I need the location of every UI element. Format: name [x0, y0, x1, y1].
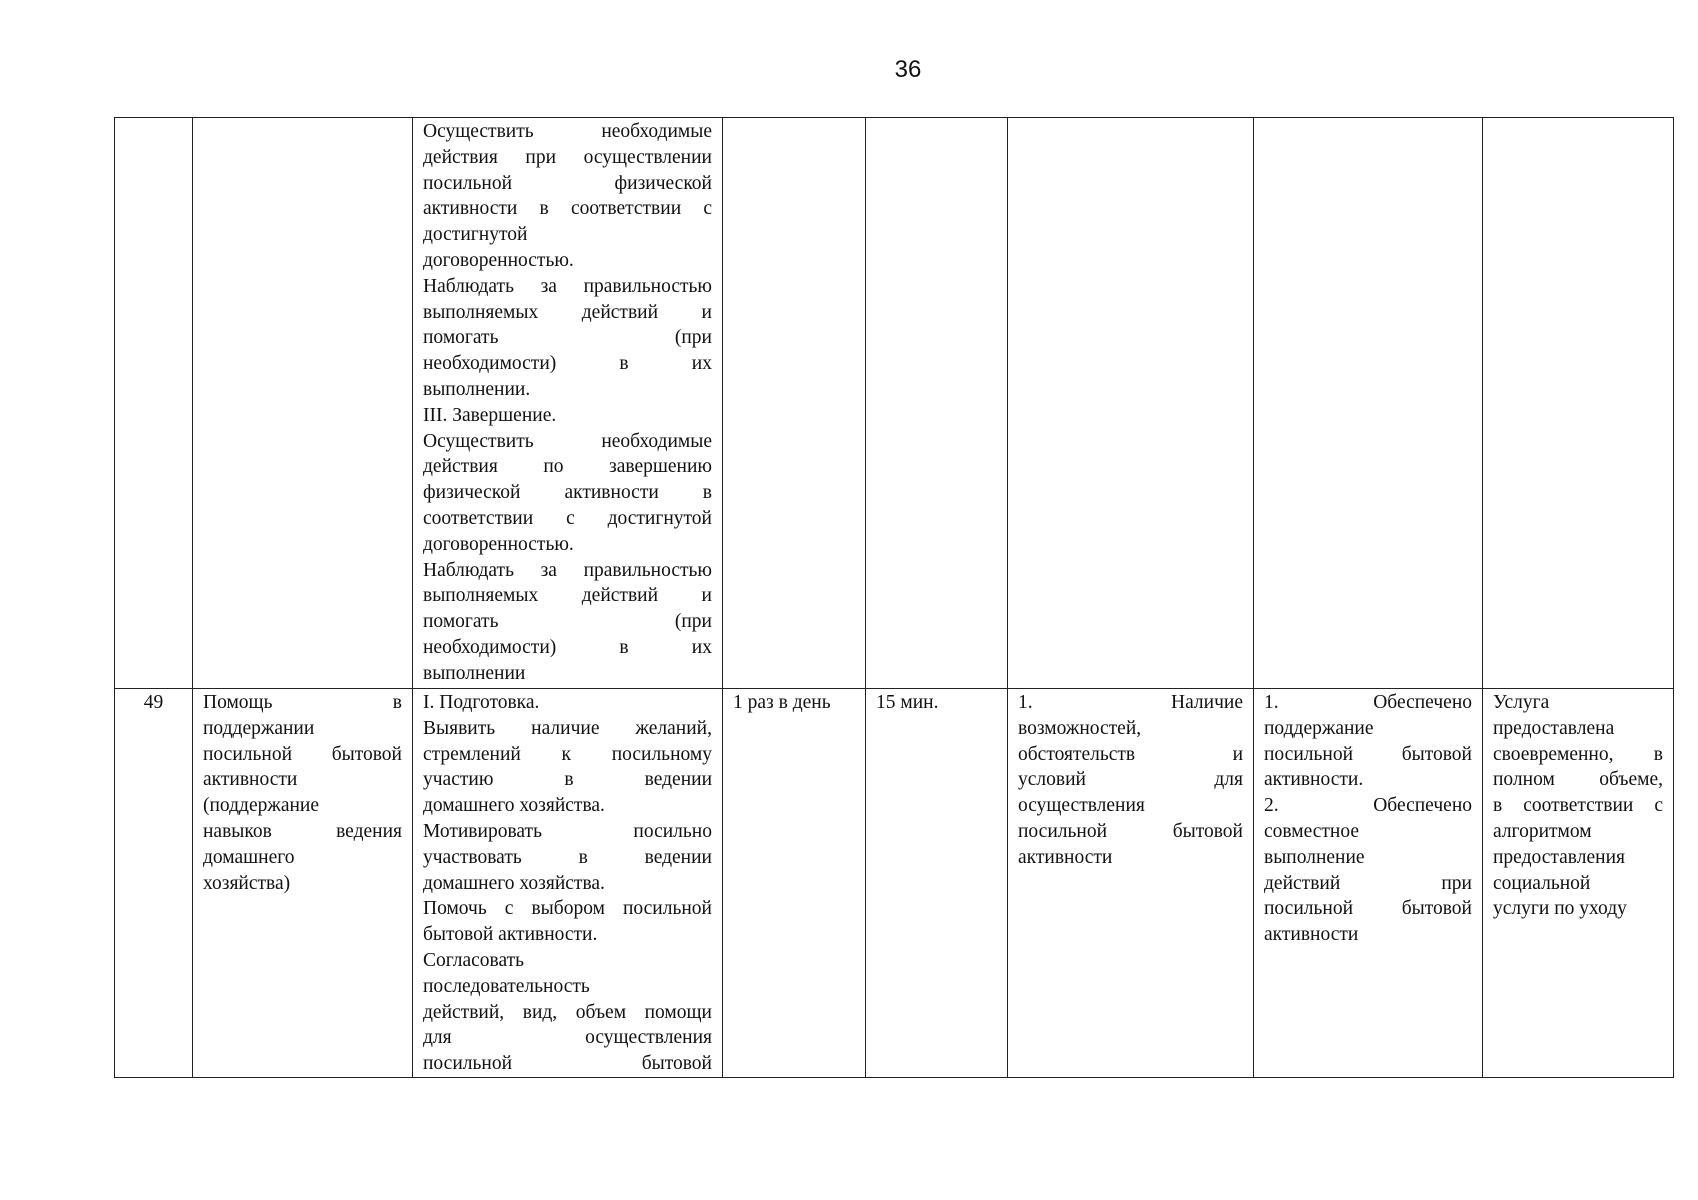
- procedure-line: III. Завершение.: [423, 404, 557, 426]
- conditions-line: осуществления: [1018, 795, 1145, 817]
- service-name-line: Помощь в: [203, 692, 402, 713]
- service-name-cell: [193, 118, 413, 689]
- procedure-line: действия по завершению: [423, 456, 712, 478]
- table-row: [115, 689, 1674, 1078]
- procedure-line: необходимости) в их: [423, 636, 712, 658]
- service-name-line: поддержании: [203, 717, 315, 739]
- page-number: 36: [894, 56, 922, 83]
- result-line: социальной: [1493, 872, 1591, 894]
- procedure-line: выполнении: [423, 662, 526, 684]
- procedure-line: активности в соответствии с: [423, 198, 712, 220]
- indicators-line: совместное: [1264, 820, 1360, 842]
- procedure-line: участию в ведении: [423, 769, 712, 791]
- result-cell: [1483, 689, 1674, 1078]
- procedure-line: достигнутой: [423, 224, 528, 246]
- indicators-line: выполнение: [1264, 846, 1365, 868]
- indicators-line: активности.: [1264, 769, 1364, 791]
- conditions-cell: [1008, 689, 1254, 1078]
- procedure-line: выполняемых действий и: [423, 585, 712, 607]
- service-name-line: хозяйства): [203, 872, 291, 894]
- procedure-line: Согласовать: [423, 949, 525, 971]
- procedure-line: Выявить наличие желаний,: [423, 717, 712, 739]
- result-line: предоставления: [1493, 846, 1625, 868]
- procedure-line: Наблюдать за правильностью: [423, 275, 712, 297]
- frequency-cell: 1 раз в день: [723, 689, 866, 1078]
- procedure-line: помогать (при: [423, 327, 712, 349]
- indicators-line: посильной бытовой: [1264, 743, 1472, 765]
- indicators-line: 2. Обеспечено: [1264, 795, 1472, 817]
- procedure-line: бытовой активности.: [423, 924, 598, 946]
- procedure-line: Осуществить необходимые: [423, 121, 712, 142]
- service-name-cell: [193, 689, 413, 1078]
- procedure-line: соответствии с достигнутой: [423, 507, 712, 529]
- result-line: услуги по уходу: [1493, 898, 1627, 920]
- conditions-line: возможностей,: [1018, 717, 1142, 739]
- result-line: своевременно, в: [1493, 743, 1663, 765]
- frequency-cell: [723, 118, 866, 689]
- result-line: Услуга: [1493, 692, 1550, 713]
- indicators-line: посильной бытовой: [1264, 898, 1472, 920]
- result-line: алгоритмом: [1493, 820, 1592, 842]
- procedure-line: участвовать в ведении: [423, 846, 712, 868]
- procedure-line: домашнего хозяйства.: [423, 795, 605, 817]
- service-name-line: домашнего: [203, 846, 295, 868]
- procedure-line: выполняемых действий и: [423, 301, 712, 323]
- procedure-line: необходимости) в их: [423, 353, 712, 375]
- conditions-line: посильной бытовой: [1018, 820, 1243, 842]
- conditions-cell: [1008, 118, 1254, 689]
- result-line: предоставлена: [1493, 717, 1615, 739]
- procedure-line: посильной физической: [423, 172, 712, 194]
- procedure-line: Мотивировать посильно: [423, 820, 712, 842]
- procedure-line: договоренностью.: [423, 249, 574, 271]
- conditions-line: активности: [1018, 846, 1113, 868]
- procedure-line: последовательность: [423, 975, 590, 997]
- indicators-cell: [1254, 689, 1483, 1078]
- procedure-line: действий, вид, объем помощи: [423, 1001, 712, 1023]
- table-row: [115, 118, 1674, 689]
- duration-cell: 15 мин.: [866, 689, 1008, 1078]
- procedure-line: для осуществления: [423, 1027, 712, 1049]
- procedure-line: физической активности в: [423, 482, 712, 504]
- service-name-line: (поддержание: [203, 795, 320, 817]
- duration-cell: [866, 118, 1008, 689]
- procedure-line: домашнего хозяйства.: [423, 872, 605, 894]
- procedure-line: Помочь с выбором посильной: [423, 898, 712, 920]
- indicators-line: поддержание: [1264, 717, 1374, 739]
- indicators-line: действий при: [1264, 872, 1472, 894]
- service-name-line: посильной бытовой: [203, 743, 402, 765]
- service-name-line: активности: [203, 769, 298, 791]
- procedure-cell: [413, 118, 723, 689]
- row-number-cell: [115, 118, 193, 689]
- procedure-line: договоренностью.: [423, 533, 574, 555]
- procedure-line: Осуществить необходимые: [423, 430, 712, 452]
- procedure-line: Наблюдать за правильностью: [423, 559, 712, 581]
- procedure-cell: [413, 689, 723, 1078]
- indicators-line: активности: [1264, 924, 1359, 946]
- result-line: полном объеме,: [1493, 769, 1663, 791]
- procedure-line: стремлений к посильному: [423, 743, 712, 765]
- conditions-line: обстоятельств и: [1018, 743, 1243, 765]
- procedure-line: посильной бытовой: [423, 1053, 712, 1075]
- procedure-line: помогать (при: [423, 611, 712, 633]
- procedure-line: выполнении.: [423, 378, 531, 400]
- result-cell: [1483, 118, 1674, 689]
- procedure-line: I. Подготовка.: [423, 692, 540, 713]
- indicators-line: 1. Обеспечено: [1264, 692, 1472, 713]
- conditions-line: условий для: [1018, 769, 1243, 791]
- row-number-cell: 49: [115, 689, 193, 1078]
- conditions-line: 1. Наличие: [1018, 692, 1243, 713]
- indicators-cell: [1254, 118, 1483, 689]
- service-table: [114, 117, 1674, 1078]
- service-name-line: навыков ведения: [203, 820, 402, 842]
- result-line: в соответствии с: [1493, 795, 1663, 817]
- procedure-line: действия при осуществлении: [423, 146, 712, 168]
